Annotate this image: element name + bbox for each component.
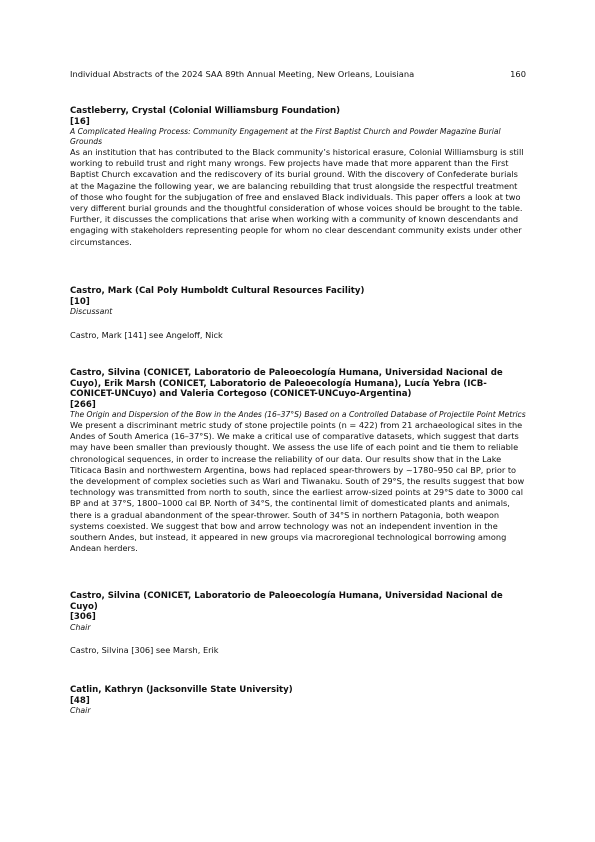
header-title: Individual Abstracts of the 2024 SAA 89th Annual Meeting, New Orleans, Louisiana — [70, 69, 415, 79]
page-number: 160 — [510, 69, 526, 79]
session-number: [10] — [70, 296, 90, 307]
author-affiliation: Castro, Mark (Cal Poly Humboldt Cultural Resources Facility) — [70, 286, 365, 296]
abstract-title: The Origin and Dispersion of the Bow in the Andes (16–37°S) Based on a Controlled Database of Projectile Point Metrics — [70, 410, 526, 419]
participant-role: Chair — [70, 622, 91, 632]
author-affiliation: Castleberry, Crystal (Colonial Williamsburg Foundation) — [70, 106, 341, 116]
session-number: [266] — [70, 399, 96, 410]
abstract-entry — [70, 591, 526, 656]
abstract-entry — [70, 368, 526, 554]
author-affiliation: Catlin, Kathryn (Jacksonville State University) — [70, 685, 293, 695]
author-affiliation: Castro, Silvina (CONICET, Laboratorio de Paleoecología Humana, Universidad Nacional de Cuyo), Erik Marsh (CONICET, Laboratorio de Paleoecología Humana), Lucía Yebra (ICB-CONICET-UNCuyo) and Valeria Cortegoso (CONICET-UNCuyo-Argentina) — [70, 368, 503, 399]
cross-reference: Castro, Silvina [306] see Marsh, Erik — [70, 645, 219, 655]
abstract-entry — [70, 106, 526, 248]
running-header — [70, 69, 526, 80]
abstract-entry — [70, 286, 526, 341]
session-number: [16] — [70, 116, 90, 127]
abstract-title: A Complicated Healing Process: Community Engagement at the First Baptist Church and Powder Magazine Burial Grounds — [70, 127, 501, 146]
participant-role: Discussant — [70, 307, 113, 316]
abstract-entry — [70, 685, 526, 717]
session-number: [306] — [70, 612, 96, 622]
abstract-text: We present a discriminant metric study of stone projectile points (n = 422) from 21 archaeological sites in the Andes of South America (16–37°S). We make a critical use of comparative datasets, which suggest that darts may have been smaller than previously thought. We assess the use life of each point and tie them to reliable chronological sequences, in order to increase the reliability of our data. Our results show that in the Lake Titicaca Basin and northwestern Argentina, bows had replaced spear-throwers by ~1780–950 cal BP, prior to the development of complex societies such as Wari and Tiwanaku. South of 29°S, the results suggest that bow technology was transmitted from north to south, since the earliest arrow-sized points at 29°S date to 3000 cal BP and at 37°S, 1800–1000 cal BP. North of 34°S, the continental limit of domesticated plants and animals, there is a gradual abandonment of the spear-thrower. South of 34°S in northern Patagonia, both weapon systems coexisted. We suggest that bow and arrow technology was not an independent invention in the southern Andes, but instead, it appeared in new groups via macroregional technological borrowing among Andean herders. — [70, 420, 525, 554]
author-affiliation: Castro, Silvina (CONICET, Laboratorio de Paleoecología Humana, Universidad Nacional de Cuyo) — [70, 591, 503, 612]
abstract-text: As an institution that has contributed to the Black community’s historical erasure, Colonial Williamsburg is still working to rebuild trust and right many wrongs. Few projects have made that more apparent than the First Baptist Church excavation and the rediscovery of its burial ground. With the discovery of Confederate burials at the Magazine the following year, we are balancing rebuilding that trust alongside the respectful treatment of those who fought for the subjugation of free and enslaved Black individuals. This paper offers a look at two very different burial grounds and the thoughtful consideration of whose voices should be brought to the table. Further, it discusses the complications that arise when working with a community of known descendants and engaging with stakeholders representing people for whom no clear descendant community exists under other circumstances. — [70, 147, 524, 247]
participant-role: Chair — [70, 706, 91, 715]
session-number: [48] — [70, 695, 90, 706]
cross-reference: Castro, Mark [141] see Angeloff, Nick — [70, 329, 223, 340]
